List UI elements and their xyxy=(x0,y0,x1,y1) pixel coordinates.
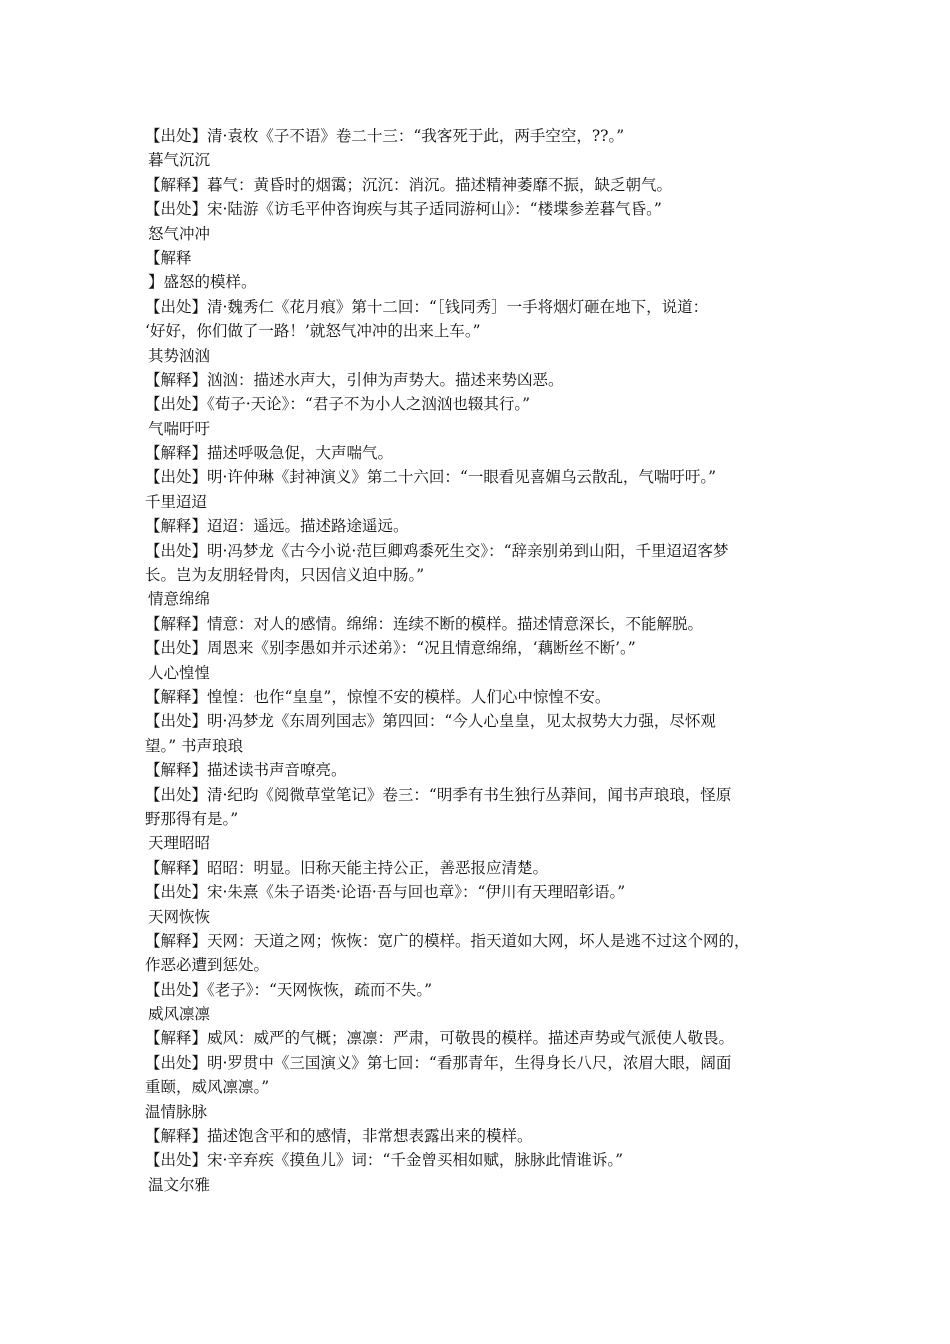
text-line: 【解释】描述饱含平和的感情，非常想表露出来的模样。 xyxy=(145,1127,533,1146)
text-line: ‘好好，你们做了一路！’就怒气冲冲的出来上车。” xyxy=(145,322,481,341)
text-line: 【出处】宋·朱熹《朱子语类·论语·吾与回也章》：“伊川有天理昭彰语。” xyxy=(145,883,626,902)
text-line: 【解释】暮气：黄昏时的烟霭；沉沉：消沉。描述精神萎靡不振，缺乏朝气。 xyxy=(145,175,673,194)
text-line: 【出处】明·许仲琳《封神演义》第二十六回：“一眼看见喜媚乌云散乱，气喘吁吁。” xyxy=(145,468,717,487)
text-line: 【出处】宋·辛弃疾《摸鱼儿》词：“千金曾买相如赋，脉脉此情谁诉。” xyxy=(145,1151,624,1170)
idiom-heading: 威风凛凛 xyxy=(148,1005,211,1024)
idiom-heading: 人心惶惶 xyxy=(148,663,211,682)
text-line: 【出处】清·纪昀《阅微草堂笔记》卷三：“明季有书生独行丛莽间，闻书声琅琅，怪原 xyxy=(145,785,732,804)
document-body xyxy=(145,124,810,1197)
idiom-heading: 其势汹汹 xyxy=(148,346,211,365)
text-line: 【解释】描述读书声音嘹亮。 xyxy=(145,761,347,780)
text-line: 【解释】描述呼吸急促，大声喘气。 xyxy=(145,444,394,463)
idiom-heading: 气喘吁吁 xyxy=(148,419,211,438)
text-line: 【出处】明·罗贯中《三国演义》第七回：“看那青年，生得身长八尺，浓眉大眼，阔面 xyxy=(145,1053,732,1072)
text-line: 野那得有是。” xyxy=(145,809,239,828)
text-line: 【出处】周恩来《别李愚如并示述弟》：“况且情意绵绵，‘藕断丝不断’。” xyxy=(145,639,636,658)
text-line: 【解释】惶惶：也作“皇皇”，惊惶不安的模样。人们心中惊惶不安。 xyxy=(145,687,611,706)
text-line: 】盛怒的模样。 xyxy=(148,273,257,292)
text-line: 【出处】宋·陆游《访毛平仲咨询疾与其子适同游柯山》：“楼堞参差暮气昏。” xyxy=(145,200,662,219)
text-line: 作恶必遭到惩处。 xyxy=(145,956,270,975)
idiom-heading: 天理昭昭 xyxy=(148,834,211,853)
text-line: 【解释】情意：对人的感情。绵绵：连续不断的模样。描述情意深长，不能解脱。 xyxy=(145,614,704,633)
idiom-heading: 温情脉脉 xyxy=(145,1102,208,1121)
text-line: 【解释】迢迢：遥远。描述路途遥远。 xyxy=(145,517,409,536)
idiom-heading: 千里迢迢 xyxy=(145,492,208,511)
idiom-heading: 天网恢恢 xyxy=(148,907,211,926)
text-line: 【出处】明·冯梦龙《古今小说·范巨卿鸡黍死生交》：“辞亲别弟到山阳，千里迢迢客梦 xyxy=(145,541,729,560)
text-line: 重颐，威风凛凛。” xyxy=(145,1078,270,1097)
text-line: 【出处】清·袁枚《子不语》卷二十三：“我客死于此，两手空空，??。” xyxy=(145,127,625,145)
text-line: 【出处】《老子》：“天网恢恢，疏而不失。” xyxy=(145,980,433,999)
text-line: 【解释 xyxy=(145,248,192,267)
text-line: 【解释】威风：威严的气概；凛凛：严肃，可敬畏的模样。描述声势或气派使人敬畏。 xyxy=(145,1029,735,1048)
idiom-heading: 情意绵绵 xyxy=(148,590,211,609)
idiom-heading: 温文尔雅 xyxy=(148,1175,211,1194)
idiom-heading: 怒气冲冲 xyxy=(148,224,211,243)
text-line: 长。岂为友朋轻骨肉，只因信义迫中肠。” xyxy=(145,566,425,585)
text-line: 【出处】清·魏秀仁《花月痕》第十二回：“［钱同秀］一手将烟灯砸在地下，说道： xyxy=(145,297,709,316)
text-line: 【解释】昭昭：明显。旧称天能主持公正，善恶报应清楚。 xyxy=(145,858,549,877)
text-line: 【出处】明·冯梦龙《东周列国志》第四回：“今人心皇皇，见太叔势大力强，尽怀观 xyxy=(145,712,716,731)
text-line: 【解释】汹汹：描述水声大，引伸为声势大。描述来势凶恶。 xyxy=(145,370,564,389)
text-line: 【出处】《荀子·天论》：“君子不为小人之汹汹也辍其行。” xyxy=(145,395,531,414)
idiom-heading: 暮气沉沉 xyxy=(148,151,211,170)
text-line: 【解释】天网：天道之网；恢恢：宽广的模样。指天道如大网，坏人是逃不过这个网的， xyxy=(145,931,750,950)
text-line: 望。” 书声琅琅 xyxy=(145,736,244,755)
